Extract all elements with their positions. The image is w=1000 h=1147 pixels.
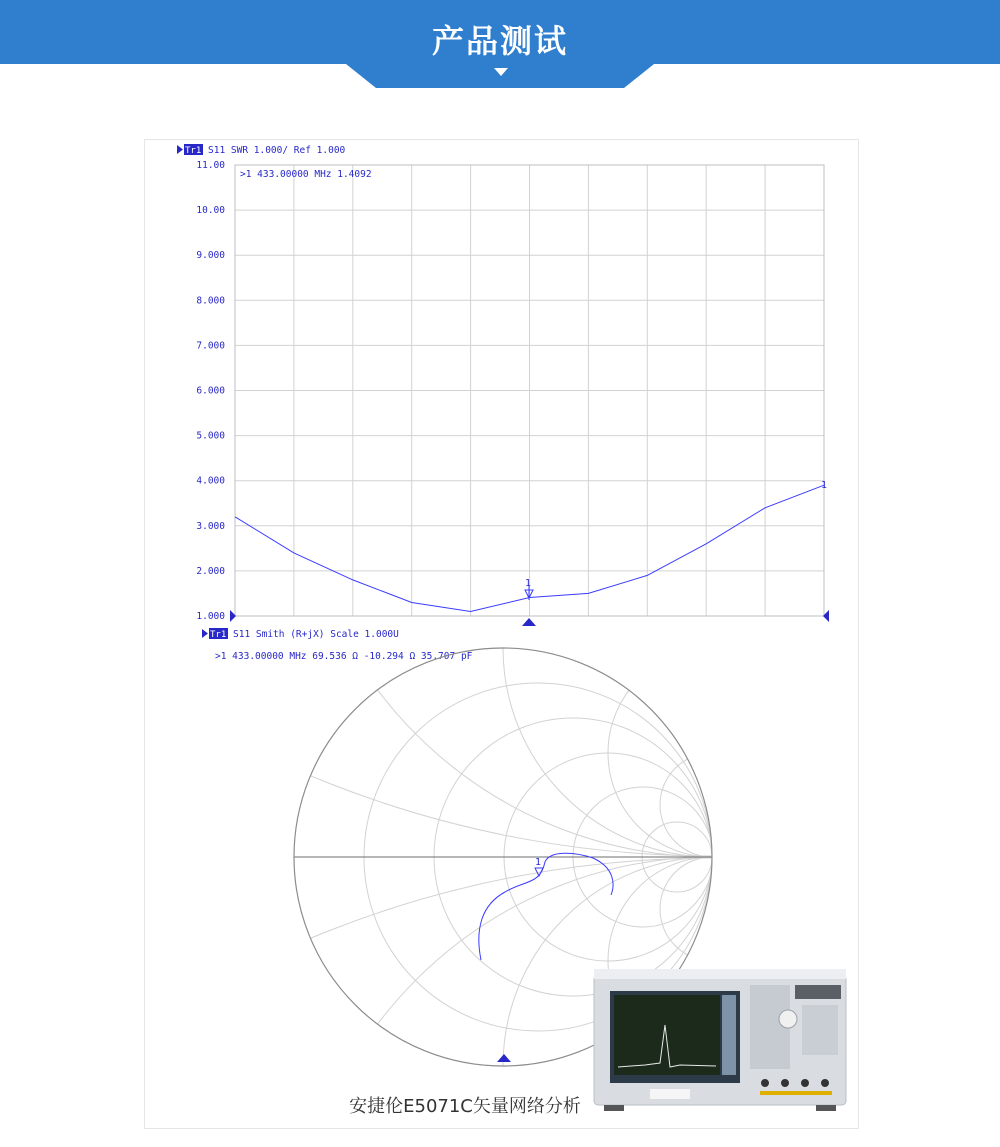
swr-trace-tag: Tr1: [185, 146, 202, 156]
marker-position-icon: [497, 1054, 511, 1062]
smith-trace: [479, 853, 613, 960]
swr-y-tick-label: 8.000: [196, 295, 225, 307]
swr-y-tick-label: 5.000: [196, 430, 225, 442]
swr-end-label: 1: [821, 480, 828, 491]
swr-y-tick-label: 7.000: [196, 340, 225, 352]
analyzer-instrument-image: [590, 955, 850, 1115]
swr-y-tick-label: 10.00: [196, 205, 225, 217]
trace-arrow-icon: [202, 629, 208, 638]
smith-header: S11 Smith (R+jX) Scale 1.000U: [233, 629, 399, 640]
swr-marker-readout: >1 433.00000 MHz 1.4092: [240, 169, 372, 180]
section-title: 产品测试: [431, 22, 568, 60]
swr-y-tick-label: 2.000: [196, 565, 225, 577]
swr-y-tick-label: 9.000: [196, 250, 225, 262]
smith-trace-tag: Tr1: [210, 630, 227, 640]
swr-y-tick-label: 6.000: [196, 385, 225, 397]
swr-header: S11 SWR 1.000/ Ref 1.000: [208, 145, 346, 156]
swr-marker-label: 1: [525, 578, 532, 589]
swr-y-axis: [196, 160, 225, 622]
swr-y-tick-label: 11.00: [196, 160, 225, 171]
smith-marker-readout: >1 433.00000 MHz 69.536 Ω -10.294 Ω 35.707 pF: [215, 651, 473, 662]
swr-grid: [235, 165, 824, 616]
smith-marker-label: 1: [535, 857, 542, 868]
marker-position-icon: [522, 618, 536, 626]
section-banner: [0, 0, 1000, 100]
swr-y-tick-label: 3.000: [196, 520, 225, 532]
swr-y-tick-label: 1.000: [196, 611, 225, 622]
instrument-caption: 安捷伦E5071C矢量网络分析: [349, 1096, 581, 1117]
trace-arrow-icon: [177, 145, 183, 154]
swr-y-tick-label: 4.000: [196, 475, 225, 487]
